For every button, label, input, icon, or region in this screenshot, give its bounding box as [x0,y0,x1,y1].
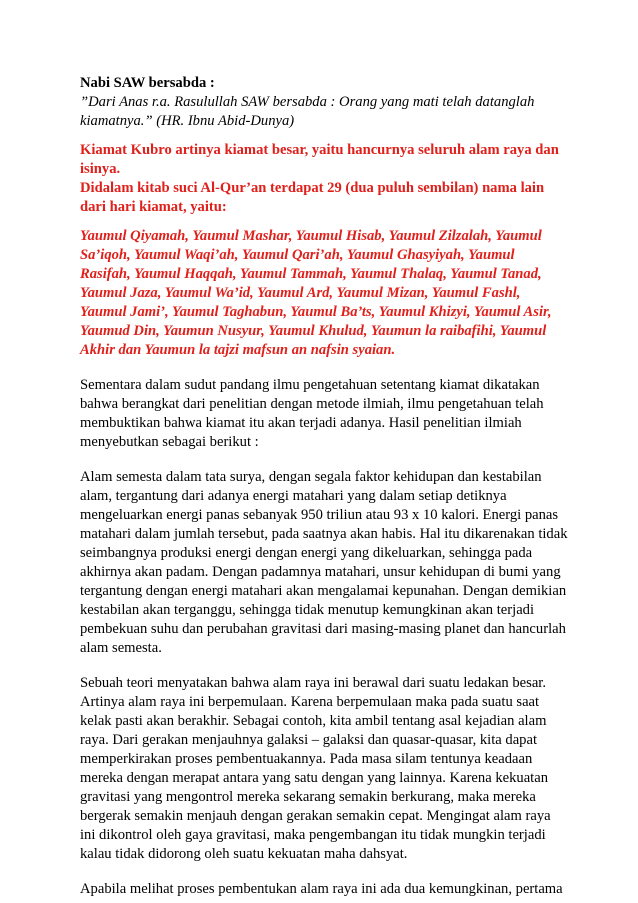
kiamat-names [80,227,582,360]
names-line: Yaumul Qiyamah, Yaumul Mashar, Yaumul Hisab, Yaumul Zilzalah, Yaumul [80,228,542,244]
paragraph-line: memperkirakan proses pembentuakannya. Pada masa silam tentunya keadaan [80,751,533,767]
paragraph-line: bahwa berangkat dari penelitian dengan metode ilmiah, ilmu pengetahuan telah [80,396,544,412]
names-line: Yaumul Jami’, Yaumul Taghabun, Yaumul Ba’ts, Yaumul Khizyi, Yaumul Asir, [80,304,552,320]
hadith-quote [80,93,582,131]
paragraph-line: matahari dalam jumlah tersebut, pada saatnya akan habis. Hal itu dikarenakan tidak [80,526,568,542]
paragraph-solar-energy [80,468,582,658]
names-line: Akhir dan Yaumun la tajzi mafsun an nafsin syaian. [80,342,396,358]
paragraph-line: Apabila melihat proses pembentukan alam raya ini ada dua kemungkinan, pertama [80,881,563,897]
paragraph-line: kalau tidak didorong oleh suatu kekuatan maha dahsyat. [80,846,408,862]
heading: Nabi SAW bersabda : [80,75,215,91]
paragraph-big-bang [80,674,582,864]
paragraph-line: kestabilan akan terganggu, sehingga tidak menutup kemungkinan akan terjadi [80,602,535,618]
paragraph-line: Sebuah teori menyatakan bahwa alam raya ini berawal dari suatu ledakan besar. [80,675,546,691]
paragraph-line: bergerak semakin menjauh dengan gerakan semakin cepat. Mengingat alam raya [80,808,551,824]
paragraph-line: Alam semesta dalam tata surya, dengan segala faktor kehidupan dan kestabilan [80,469,542,485]
names-line: Sa’iqoh, Yaumul Waqi’ah, Yaumul Qari’ah, Yaumul Ghasyiyah, Yaumul [80,247,515,263]
paragraph-line: gravitasi yang mengontrol mereka sekarang semakin berkurang, maka mereka [80,789,536,805]
names-line: Rasifah, Yaumul Haqqah, Yaumul Tammah, Yaumul Thalaq, Yaumul Tanad, [80,266,542,282]
paragraph-line: alam semesta. [80,640,162,656]
paragraph-line: pembekuan suhu dan perubahan gravitasi dari masing-masing planet dan hancurlah [80,621,566,637]
paragraph-line: menyebutkan sebagai berikut : [80,434,259,450]
kiamat-definition [80,141,582,217]
names-line: Yaumud Din, Yaumun Nusyur, Yaumul Khulud, Yaumun la raibafihi, Yaumul [80,323,547,339]
paragraph-line: membuktikan bahwa kiamat itu akan terjadi adanya. Hasil penelitian ilmiah [80,415,522,431]
paragraph-line: Artinya alam raya ini berpemulaan. Karena berpemulaan maka pada suatu saat [80,694,540,710]
paragraph-line: tergantung dengan energi matahari akan mengalamai kepunahan. Dengan demikian [80,583,567,599]
definition-line: Didalam kitab suci Al-Qur’an terdapat 29 (dua puluh sembilan) nama lain [80,180,545,196]
names-line: Yaumul Jaza, Yaumul Wa’id, Yaumul Ard, Yaumul Mizan, Yaumul Fashl, [80,285,521,301]
paragraph-line: kelak pasti akan berakhir. Sebagai contoh, kita ambil tentang asal kejadian alam [80,713,547,729]
paragraph-line: alam, tergantung dari adanya energi matahari yang dalam setiap detiknya [80,488,507,504]
paragraph-line: ini dikontrol oleh gaya gravitasi, maka pengembangan itu tidak mungkin terjadi [80,827,546,843]
hadith-line: ”Dari Anas r.a. Rasulullah SAW bersabda : Orang yang mati telah datanglah [80,94,535,110]
definition-line: isinya. [80,161,121,177]
definition-line: dari hari kiamat, yaitu: [80,199,227,215]
paragraph-line: mengeluarkan energi panas sebanyak 950 triliun atau 93 x 10 kalori. Energi panas [80,507,559,523]
paragraph-science-intro [80,376,582,452]
definition-line: Kiamat Kubro artinya kiamat besar, yaitu hancurnya seluruh alam raya dan [80,142,559,158]
paragraph-line: raya. Dari gerakan menjauhnya galaksi – galaksi dan quasar-quasar, kita dapat [80,732,538,748]
paragraph-line: seimbangnya produksi energi dengan energi yang dikeluarkan, sehingga pada [80,545,533,561]
paragraph-line: mereka dengan merapat antara yang satu dengan yang lainnya. Karena kekuatan [80,770,548,786]
paragraph-line: Sementara dalam sudut pandang ilmu pengetahuan setentang kiamat dikatakan [80,377,540,393]
hadith-line: kiamatnya.” (HR. Ibnu Abid-Dunya) [80,113,295,129]
paragraph-line: akhirnya akan padam. Dengan padamnya matahari, unsur kehidupan di bumi yang [80,564,561,580]
paragraph-possibilities [80,880,582,899]
